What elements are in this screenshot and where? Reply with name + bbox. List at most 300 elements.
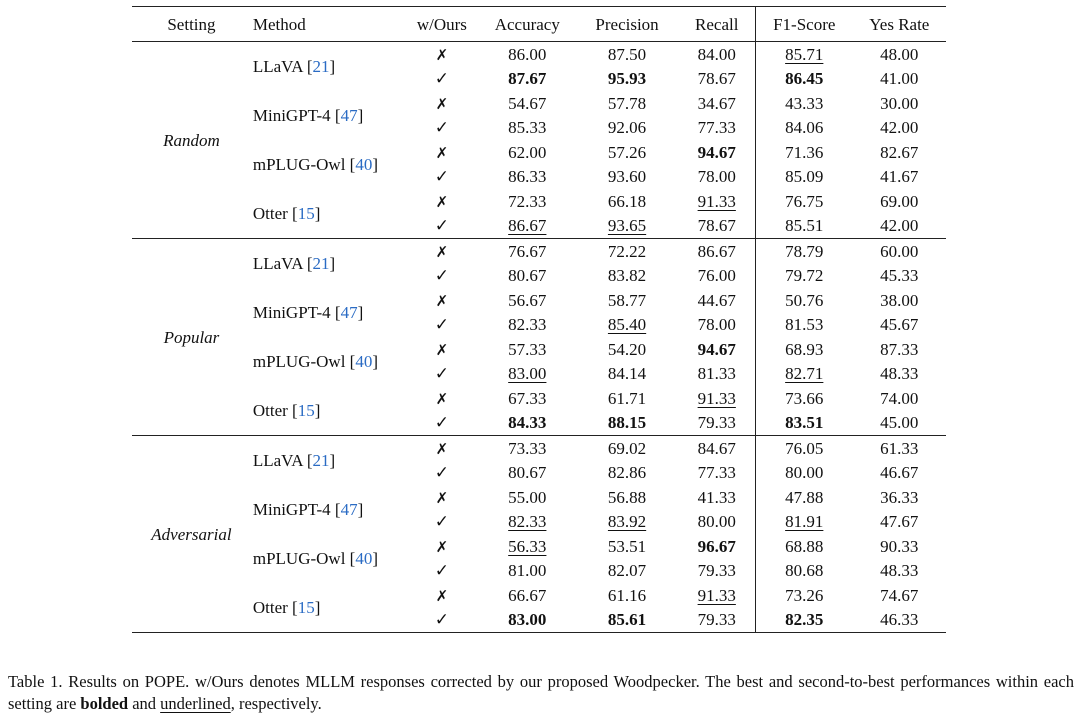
setting-label: Popular bbox=[132, 239, 251, 436]
yes-rate-cell bbox=[853, 436, 946, 461]
metric-value: 85.51 bbox=[785, 216, 824, 236]
metric-value: 82.07 bbox=[607, 561, 647, 581]
table-row bbox=[132, 189, 946, 214]
accuracy-cell bbox=[479, 337, 576, 362]
metric-value: 54.20 bbox=[607, 339, 647, 359]
f1-score-cell bbox=[755, 485, 852, 510]
header-setting: Setting bbox=[132, 7, 251, 42]
metric-value: 84.14 bbox=[607, 364, 647, 384]
metric-value: 80.00 bbox=[697, 512, 736, 532]
metric-value: 79.33 bbox=[697, 610, 736, 630]
caption-underline-word: underlined bbox=[160, 694, 231, 713]
f1-score-cell bbox=[755, 608, 852, 633]
f1-score-cell bbox=[755, 288, 852, 313]
f1-score-cell bbox=[755, 583, 852, 608]
results-table bbox=[132, 6, 946, 633]
metric-value: 57.26 bbox=[607, 142, 647, 162]
metric-value: 58.77 bbox=[607, 290, 647, 310]
method-cell: Otter [15] bbox=[251, 386, 405, 436]
f1-score-cell bbox=[755, 264, 852, 289]
precision-cell bbox=[576, 214, 679, 239]
metric-value: 48.00 bbox=[880, 44, 919, 64]
header-recall: Recall bbox=[679, 7, 756, 42]
precision-cell bbox=[576, 559, 679, 584]
method-name: LLaVA bbox=[252, 451, 303, 470]
cross-mark-icon bbox=[405, 337, 479, 362]
precision-cell bbox=[576, 510, 679, 535]
metric-value: 48.33 bbox=[880, 364, 919, 384]
f1-score-cell bbox=[755, 140, 852, 165]
recall-cell bbox=[679, 140, 756, 165]
method-cell: mPLUG-Owl [40] bbox=[252, 352, 379, 371]
metric-value: 72.33 bbox=[508, 191, 547, 211]
yes-rate-cell bbox=[853, 608, 946, 633]
citation-link[interactable]: 40 bbox=[355, 352, 373, 371]
metric-value: 85.71 bbox=[785, 44, 824, 64]
cross-icon: ✗ bbox=[435, 291, 449, 310]
citation-link[interactable]: 47 bbox=[340, 303, 358, 322]
check-mark-icon bbox=[405, 116, 479, 141]
yes-rate-cell bbox=[853, 116, 946, 141]
f1-score-cell bbox=[755, 239, 852, 264]
metric-value: 48.33 bbox=[880, 561, 919, 581]
method-cell: MiniGPT-4 [47] bbox=[252, 303, 364, 322]
metric-value: 67.33 bbox=[508, 388, 547, 408]
metric-value: 54.67 bbox=[508, 93, 547, 113]
metric-value: 36.33 bbox=[880, 487, 919, 507]
metric-value: 85.33 bbox=[508, 118, 547, 138]
metric-value: 68.93 bbox=[785, 339, 824, 359]
metric-value: 38.00 bbox=[880, 290, 919, 310]
cross-mark-icon bbox=[405, 140, 479, 165]
metric-value: 78.00 bbox=[697, 167, 736, 187]
metric-value: 61.71 bbox=[607, 388, 647, 408]
recall-cell bbox=[679, 288, 756, 313]
results-table-container bbox=[132, 6, 946, 633]
metric-value: 84.67 bbox=[697, 438, 736, 458]
check-icon: ✓ bbox=[434, 609, 449, 630]
accuracy-cell bbox=[479, 485, 576, 510]
recall-cell bbox=[679, 485, 756, 510]
precision-cell bbox=[576, 239, 679, 264]
accuracy-cell bbox=[479, 140, 576, 165]
recall-cell bbox=[679, 436, 756, 461]
cross-icon: ✗ bbox=[435, 488, 449, 507]
f1-score-cell bbox=[755, 337, 852, 362]
recall-cell bbox=[679, 461, 756, 486]
check-icon: ✓ bbox=[434, 511, 449, 532]
precision-cell bbox=[576, 313, 679, 338]
caption-tail: , respectively. bbox=[230, 694, 322, 713]
metric-value: 72.22 bbox=[607, 241, 647, 261]
metric-value: 76.00 bbox=[697, 266, 736, 286]
f1-score-cell bbox=[755, 42, 852, 67]
metric-value: 82.35 bbox=[785, 610, 824, 630]
metric-value: 81.33 bbox=[697, 364, 736, 384]
accuracy-cell bbox=[479, 116, 576, 141]
check-mark-icon bbox=[405, 313, 479, 338]
precision-cell bbox=[576, 165, 679, 190]
metric-value: 71.36 bbox=[785, 142, 824, 162]
metric-value: 73.26 bbox=[785, 585, 824, 605]
citation-link[interactable]: 21 bbox=[312, 451, 330, 470]
check-icon: ✓ bbox=[434, 215, 449, 236]
metric-value: 76.67 bbox=[508, 241, 547, 261]
f1-score-cell bbox=[755, 436, 852, 461]
metric-value: 45.00 bbox=[880, 413, 919, 433]
precision-cell bbox=[576, 140, 679, 165]
metric-value: 76.75 bbox=[785, 191, 824, 211]
metric-value: 46.67 bbox=[880, 463, 919, 483]
check-mark-icon bbox=[405, 559, 479, 584]
yes-rate-cell bbox=[853, 189, 946, 214]
recall-cell bbox=[679, 67, 756, 92]
metric-value: 84.00 bbox=[697, 44, 736, 64]
table-row bbox=[132, 42, 946, 67]
metric-value: 84.33 bbox=[508, 413, 547, 433]
metric-value: 34.67 bbox=[697, 93, 736, 113]
metric-value: 60.00 bbox=[880, 241, 919, 261]
metric-value: 77.33 bbox=[697, 118, 736, 138]
citation-link[interactable]: 21 bbox=[312, 254, 330, 273]
metric-value: 86.67 bbox=[697, 241, 736, 261]
metric-value: 82.33 bbox=[508, 315, 547, 335]
accuracy-cell bbox=[479, 91, 576, 116]
table-caption bbox=[8, 671, 1074, 715]
citation-link[interactable]: 15 bbox=[297, 598, 315, 617]
accuracy-cell bbox=[479, 239, 576, 264]
method-cell: LLaVA [21] bbox=[252, 254, 336, 273]
cross-mark-icon bbox=[405, 42, 479, 67]
precision-cell bbox=[576, 337, 679, 362]
metric-value: 86.33 bbox=[508, 167, 547, 187]
yes-rate-cell bbox=[853, 42, 946, 67]
metric-value: 81.00 bbox=[508, 561, 547, 581]
metric-value: 82.86 bbox=[607, 463, 647, 483]
table-row bbox=[132, 288, 946, 313]
yes-rate-cell bbox=[853, 67, 946, 92]
method-cell: MiniGPT-4 [47] bbox=[252, 500, 364, 519]
precision-cell bbox=[576, 485, 679, 510]
method-name: MiniGPT-4 bbox=[252, 303, 331, 322]
check-icon: ✓ bbox=[434, 560, 449, 581]
method-cell: Otter [15] bbox=[251, 189, 405, 239]
metric-value: 83.51 bbox=[785, 413, 824, 433]
metric-value: 81.53 bbox=[785, 315, 824, 335]
f1-score-cell bbox=[755, 386, 852, 411]
method-cell: mPLUG-Owl [40] bbox=[252, 549, 379, 568]
metric-value: 68.88 bbox=[785, 536, 824, 556]
recall-cell bbox=[679, 386, 756, 411]
check-icon: ✓ bbox=[434, 117, 449, 138]
metric-value: 44.67 bbox=[697, 290, 736, 310]
metric-value: 81.91 bbox=[785, 512, 824, 532]
metric-value: 79.33 bbox=[697, 413, 736, 433]
cross-icon: ✗ bbox=[435, 389, 449, 408]
method-cell: LLaVA [21] bbox=[252, 451, 336, 470]
metric-value: 94.67 bbox=[697, 339, 736, 359]
cross-mark-icon bbox=[405, 91, 479, 116]
metric-value: 82.33 bbox=[508, 512, 547, 532]
header-yes-rate: Yes Rate bbox=[853, 7, 946, 42]
table-header-row bbox=[132, 7, 946, 42]
metric-value: 73.66 bbox=[785, 388, 824, 408]
cross-icon: ✗ bbox=[435, 586, 449, 605]
metric-value: 85.40 bbox=[607, 315, 647, 335]
accuracy-cell bbox=[479, 436, 576, 461]
f1-score-cell bbox=[755, 67, 852, 92]
check-icon: ✓ bbox=[434, 412, 449, 433]
metric-value: 74.00 bbox=[880, 388, 919, 408]
metric-value: 93.60 bbox=[607, 167, 647, 187]
accuracy-cell bbox=[479, 165, 576, 190]
metric-value: 80.00 bbox=[785, 463, 824, 483]
f1-score-cell bbox=[755, 559, 852, 584]
yes-rate-cell bbox=[853, 362, 946, 387]
metric-value: 85.61 bbox=[607, 610, 647, 630]
accuracy-cell bbox=[479, 608, 576, 633]
check-icon: ✓ bbox=[434, 363, 449, 384]
f1-score-cell bbox=[755, 362, 852, 387]
metric-value: 87.50 bbox=[607, 44, 647, 64]
recall-cell bbox=[679, 313, 756, 338]
check-mark-icon bbox=[405, 165, 479, 190]
citation-link[interactable]: 15 bbox=[297, 204, 315, 223]
cross-icon: ✗ bbox=[435, 537, 449, 556]
metric-value: 45.67 bbox=[880, 315, 919, 335]
metric-value: 82.71 bbox=[785, 364, 824, 384]
recall-cell bbox=[679, 264, 756, 289]
method-name: LLaVA bbox=[252, 254, 303, 273]
header-precision: Precision bbox=[576, 7, 679, 42]
metric-value: 43.33 bbox=[785, 93, 824, 113]
table-row bbox=[132, 239, 946, 264]
f1-score-cell bbox=[755, 116, 852, 141]
recall-cell bbox=[679, 337, 756, 362]
metric-value: 69.02 bbox=[607, 438, 647, 458]
recall-cell bbox=[679, 116, 756, 141]
metric-value: 30.00 bbox=[880, 93, 919, 113]
check-mark-icon bbox=[405, 67, 479, 92]
metric-value: 83.00 bbox=[508, 364, 547, 384]
accuracy-cell bbox=[479, 264, 576, 289]
cross-mark-icon bbox=[405, 386, 479, 411]
f1-score-cell bbox=[755, 461, 852, 486]
check-icon: ✓ bbox=[434, 462, 449, 483]
caption-lead: Table 1. Results on POPE. w/Ours denotes MLLM responses corrected by our proposed Woodpecker. The best and second-to-best performances within each setting are bbox=[8, 672, 1074, 713]
f1-score-cell bbox=[755, 510, 852, 535]
metric-value: 83.00 bbox=[508, 610, 547, 630]
setting-label: Random bbox=[132, 42, 251, 239]
citation-link[interactable]: 21 bbox=[312, 57, 330, 76]
metric-value: 76.05 bbox=[785, 438, 824, 458]
yes-rate-cell bbox=[853, 411, 946, 436]
citation-link[interactable]: 40 bbox=[355, 155, 373, 174]
metric-value: 78.67 bbox=[697, 216, 736, 236]
recall-cell bbox=[679, 559, 756, 584]
yes-rate-cell bbox=[853, 534, 946, 559]
table-row bbox=[132, 91, 946, 116]
cross-icon: ✗ bbox=[435, 340, 449, 359]
accuracy-cell bbox=[479, 510, 576, 535]
cross-mark-icon bbox=[405, 485, 479, 510]
metric-value: 56.33 bbox=[508, 536, 547, 556]
precision-cell bbox=[576, 42, 679, 67]
yes-rate-cell bbox=[853, 91, 946, 116]
method-cell: mPLUG-Owl [40] bbox=[252, 155, 379, 174]
table-row bbox=[132, 337, 946, 362]
metric-value: 45.33 bbox=[880, 266, 919, 286]
citation-link[interactable]: 47 bbox=[340, 500, 358, 519]
accuracy-cell bbox=[479, 559, 576, 584]
method-name: mPLUG-Owl bbox=[252, 549, 346, 568]
precision-cell bbox=[576, 411, 679, 436]
precision-cell bbox=[576, 189, 679, 214]
yes-rate-cell bbox=[853, 214, 946, 239]
check-mark-icon bbox=[405, 362, 479, 387]
metric-value: 56.67 bbox=[508, 290, 547, 310]
f1-score-cell bbox=[755, 411, 852, 436]
metric-value: 95.93 bbox=[607, 69, 647, 89]
precision-cell bbox=[576, 116, 679, 141]
yes-rate-cell bbox=[853, 337, 946, 362]
recall-cell bbox=[679, 165, 756, 190]
accuracy-cell bbox=[479, 42, 576, 67]
method-cell: Otter [15] bbox=[251, 583, 405, 633]
cross-icon: ✗ bbox=[435, 94, 449, 113]
precision-cell bbox=[576, 583, 679, 608]
recall-cell bbox=[679, 411, 756, 436]
metric-value: 55.00 bbox=[508, 487, 547, 507]
metric-value: 96.67 bbox=[697, 536, 736, 556]
method-name: Otter bbox=[252, 598, 288, 617]
citation-link[interactable]: 40 bbox=[355, 549, 373, 568]
header-w-ours: w/Ours bbox=[405, 7, 479, 42]
precision-cell bbox=[576, 91, 679, 116]
recall-cell bbox=[679, 42, 756, 67]
yes-rate-cell bbox=[853, 559, 946, 584]
method-name: mPLUG-Owl bbox=[252, 352, 346, 371]
cross-icon: ✗ bbox=[435, 242, 449, 261]
yes-rate-cell bbox=[853, 313, 946, 338]
f1-score-cell bbox=[755, 534, 852, 559]
metric-value: 83.92 bbox=[607, 512, 647, 532]
metric-value: 85.09 bbox=[785, 167, 824, 187]
yes-rate-cell bbox=[853, 140, 946, 165]
yes-rate-cell bbox=[853, 461, 946, 486]
metric-value: 87.67 bbox=[508, 69, 547, 89]
accuracy-cell bbox=[479, 189, 576, 214]
metric-value: 46.33 bbox=[880, 610, 919, 630]
check-icon: ✓ bbox=[434, 166, 449, 187]
precision-cell bbox=[576, 386, 679, 411]
metric-value: 66.18 bbox=[607, 191, 647, 211]
check-mark-icon bbox=[405, 411, 479, 436]
metric-value: 57.33 bbox=[508, 339, 547, 359]
caption-bold-word: bolded bbox=[80, 694, 129, 713]
method-name: mPLUG-Owl bbox=[252, 155, 346, 174]
table-row bbox=[132, 534, 946, 559]
method-cell: MiniGPT-4 [47] bbox=[252, 106, 364, 125]
metric-value: 91.33 bbox=[697, 585, 736, 605]
cross-icon: ✗ bbox=[435, 45, 449, 64]
metric-value: 61.16 bbox=[607, 585, 647, 605]
metric-value: 62.00 bbox=[508, 142, 547, 162]
recall-cell bbox=[679, 91, 756, 116]
citation-link[interactable]: 47 bbox=[340, 106, 358, 125]
recall-cell bbox=[679, 583, 756, 608]
cross-mark-icon bbox=[405, 189, 479, 214]
metric-value: 41.00 bbox=[880, 69, 919, 89]
metric-value: 82.67 bbox=[880, 142, 919, 162]
precision-cell bbox=[576, 288, 679, 313]
metric-value: 57.78 bbox=[607, 93, 647, 113]
cross-icon: ✗ bbox=[435, 439, 449, 458]
precision-cell bbox=[576, 608, 679, 633]
metric-value: 80.67 bbox=[508, 266, 547, 286]
f1-score-cell bbox=[755, 91, 852, 116]
method-name: LLaVA bbox=[252, 57, 303, 76]
setting-label: Adversarial bbox=[132, 436, 251, 633]
metric-value: 87.33 bbox=[880, 339, 919, 359]
accuracy-cell bbox=[479, 411, 576, 436]
yes-rate-cell bbox=[853, 288, 946, 313]
header-accuracy: Accuracy bbox=[479, 7, 576, 42]
metric-value: 94.67 bbox=[697, 142, 736, 162]
precision-cell bbox=[576, 436, 679, 461]
recall-cell bbox=[679, 239, 756, 264]
method-cell: LLaVA [21] bbox=[252, 57, 336, 76]
recall-cell bbox=[679, 362, 756, 387]
check-mark-icon bbox=[405, 264, 479, 289]
metric-value: 80.67 bbox=[508, 463, 547, 483]
accuracy-cell bbox=[479, 583, 576, 608]
precision-cell bbox=[576, 264, 679, 289]
metric-value: 78.79 bbox=[785, 241, 824, 261]
metric-value: 80.68 bbox=[785, 561, 824, 581]
precision-cell bbox=[576, 534, 679, 559]
recall-cell bbox=[679, 534, 756, 559]
check-icon: ✓ bbox=[434, 265, 449, 286]
metric-value: 42.00 bbox=[880, 216, 919, 236]
yes-rate-cell bbox=[853, 239, 946, 264]
cross-mark-icon bbox=[405, 239, 479, 264]
citation-link[interactable]: 15 bbox=[297, 401, 315, 420]
accuracy-cell bbox=[479, 288, 576, 313]
cross-icon: ✗ bbox=[435, 143, 449, 162]
recall-cell bbox=[679, 510, 756, 535]
accuracy-cell bbox=[479, 362, 576, 387]
f1-score-cell bbox=[755, 165, 852, 190]
check-icon: ✓ bbox=[434, 68, 449, 89]
metric-value: 91.33 bbox=[697, 388, 736, 408]
precision-cell bbox=[576, 461, 679, 486]
check-mark-icon bbox=[405, 461, 479, 486]
table-row bbox=[132, 485, 946, 510]
metric-value: 86.00 bbox=[508, 44, 547, 64]
table-row bbox=[132, 583, 946, 608]
metric-value: 88.15 bbox=[607, 413, 647, 433]
metric-value: 79.72 bbox=[785, 266, 824, 286]
cross-mark-icon bbox=[405, 583, 479, 608]
table-row bbox=[132, 436, 946, 461]
f1-score-cell bbox=[755, 313, 852, 338]
method-name: Otter bbox=[252, 204, 288, 223]
metric-value: 79.33 bbox=[697, 561, 736, 581]
metric-value: 74.67 bbox=[880, 585, 919, 605]
method-name: Otter bbox=[252, 401, 288, 420]
f1-score-cell bbox=[755, 189, 852, 214]
